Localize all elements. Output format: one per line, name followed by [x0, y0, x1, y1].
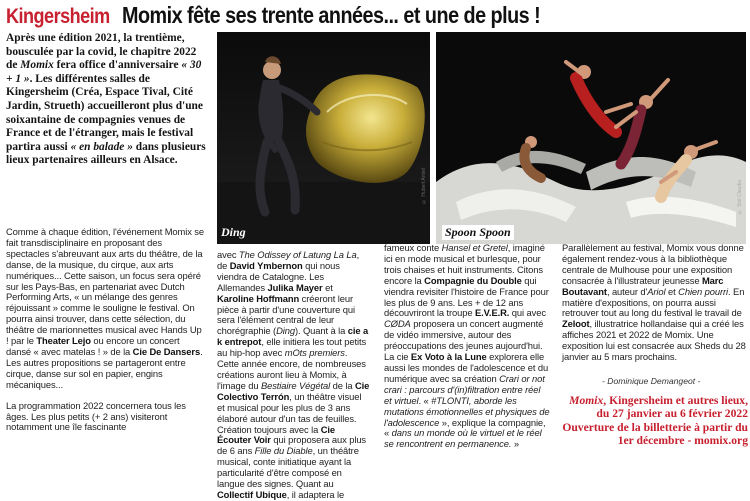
- col3-text: proposera un concert augmenté de vidéo immersive, autour des préoccupations des jeunes aujourd'hui. La cie: [384, 318, 544, 363]
- col2-ding: Ding: [276, 325, 295, 337]
- col2-text: avec: [217, 249, 239, 260]
- col3-ever: E.V.E.R.: [474, 307, 510, 319]
- col1-text: Comme à chaque édition, l'événement Momix se fait transdisciplinaire en proposant des spectacles s'abreuvant aux arts du théâtre, de la danse, de la musique, du cirque, aux arts numériques... Cette saison, un focus sera opéré sur les Pays-Bas, en partenariat avec Dutch Performing Arts, « un mélange des genres réjouissant » comme le souligne le festival. On pourra ainsi trouver, dans cette sélection, du théâtre de marionnettes musical avec Hands Up ! par le: [6, 226, 205, 347]
- col3-exvoto: Ex Voto à la Lune: [410, 351, 487, 363]
- col1-cie-dansers: Cie De Dansers: [132, 345, 201, 357]
- col2-colectivo: Cie Colectivo Terrón: [217, 379, 370, 402]
- col2-text: , il adaptera le: [286, 488, 345, 500]
- col3-double: Compagnie du Double: [424, 274, 522, 286]
- intro-text: dans plusieurs lieux partenaires ailleurs en Alsace.: [6, 140, 206, 167]
- photo-ding: [217, 32, 430, 244]
- col2-fille: Fille du Diable: [254, 445, 313, 457]
- col3-text: », explique la compagnie, «: [384, 416, 546, 439]
- col2-text: qui proposera aux plus de 6 ans: [217, 434, 367, 457]
- photo-spoon-spoon: [436, 32, 746, 244]
- kicker-location: Kingersheim: [6, 5, 110, 28]
- col2-text: créeront leur pièce à partir d'une couverture qui sera l'élément central de leur chorégraphie (: [217, 292, 355, 337]
- intro-anniversary: « 30 + 1 »: [6, 59, 202, 85]
- col1-text: ou encore un concert dansé « avec matelas ! » de la: [6, 335, 180, 357]
- col2-text: , un théâtre musical, conte initiatique ayant la particularité d'être composé en langue des signes. Quant au: [217, 445, 359, 490]
- col3-text: »: [511, 438, 520, 450]
- col2-mots: mOts premiers: [284, 347, 345, 359]
- intro-text: fera office d'anniversaire: [53, 59, 182, 72]
- col2-cie-a-k: cie a k entrepot: [217, 325, 369, 348]
- col3-text: fameux conte: [384, 242, 442, 253]
- col2-text: , elle initiera les tout petits au hip-hop avec: [217, 336, 367, 359]
- col3-crari: Crari or not crari : parcours d'(in)filtration entre réel et virtuel: [384, 372, 545, 406]
- article-intro: [6, 32, 208, 168]
- col2-text: , de: [217, 249, 360, 271]
- col3-coda: CØDA: [384, 318, 411, 330]
- col3-text: explorera elle aussi les mondes de l'adolescence et du numérique avec sa création: [384, 351, 549, 384]
- col2-text: .: [344, 347, 348, 359]
- col4-text: , illustratrice hollandaise qui a créé les affiches 2021 et 2022 de Momix. Une exposition lui est consacrée aux Sheds du 28 janvier au 5 mars prochains.: [562, 318, 746, 363]
- photo-credit-ding: © Hubert Amiel: [421, 167, 427, 204]
- col2-ecouter: Cie Écouter Voir: [217, 423, 336, 446]
- article-header: [6, 2, 746, 28]
- col2-text: , un théâtre visuel et musical pour les plus de 3 ans élaboré autour d'un tas de feuilles. Création toujours avec la: [217, 390, 362, 435]
- col3-text: qui avec: [509, 307, 546, 319]
- col2-paragraph-2: [217, 359, 371, 501]
- col4-chien: Chien pourri: [678, 285, 729, 297]
- col3-text: , imaginé ici en mode musical et burlesque, pour trois chaises et huit instruments. Citons encore la: [384, 242, 545, 286]
- col2-karoline: Karoline Hoffmann: [217, 292, 300, 304]
- col3-paragraph-1: [384, 243, 550, 450]
- event-info-footer: [562, 394, 748, 448]
- photo-ding-image: [217, 32, 430, 244]
- col2-julika: Julika Mayer: [267, 281, 323, 293]
- col3-tlonti: #TLONTI, aborde les mutations émotionnelles et physiques de l'adolescence: [384, 394, 550, 428]
- col4-zeloot: Zeloot: [562, 318, 590, 330]
- col4-text: Parallèlement au festival, Momix vous donne également rendez-vous à la bibliothèque centrale de Mulhouse pour une exposition consacrée à l'illustrateur jeunesse: [562, 242, 744, 286]
- col2-bestiaire: Bestiaire Végétal: [260, 379, 331, 391]
- col2-text: et: [322, 281, 333, 293]
- article-column-3: [384, 243, 550, 450]
- caption-spoon-spoon: Spoon Spoon: [442, 225, 514, 240]
- intro-text: Après une édition 2021, la trentième, bousculée par la covid, le chapitre 2022 de: [6, 32, 197, 72]
- article-column-4: [562, 243, 746, 363]
- intro-text: . Les différentes salles de Kingersheim (Créa, Espace Tival, Cité Jardin, Strueth) accueilleront plus d'une soixantaine de compagnies venues de France et de l'étranger, mais le festival partira aussi: [6, 72, 203, 153]
- col4-marc: Marc Boutavant: [562, 274, 724, 297]
- col2-text: de la: [330, 379, 355, 391]
- footer-ticketing: Ouverture de la billetterie à partir du 1er décembre - momix.org: [562, 420, 748, 448]
- caption-ding: Ding: [221, 225, 246, 239]
- col2-paragraph-1: [217, 250, 371, 359]
- col2-odyssey-title: The Odissey of Latung La La: [238, 249, 357, 260]
- intro-balade: « en balade »: [70, 140, 133, 153]
- author-signature: - Dominique Demangeot -: [602, 376, 701, 386]
- col2-david: David Ymbernon: [229, 259, 303, 271]
- photo-credit-spoon: © Sint Claudia: [737, 179, 743, 214]
- col4-text: et: [665, 285, 679, 297]
- col1-paragraph-1: [6, 227, 204, 391]
- col1-paragraph-2: La programmation 2022 concernera tous les âges. Les plus petits (+ 2 ans) visiteront notamment une île fascinante: [6, 399, 186, 433]
- col4-ariol: Ariol: [647, 285, 666, 297]
- col3-hansel: Hansel et Gretel: [441, 242, 508, 253]
- col4-paragraph-1: [562, 243, 746, 363]
- col2-ubique: Collectif Ubique: [217, 488, 287, 500]
- col1-theater-lejo: Theater Lejo: [36, 335, 91, 347]
- col4-text: . En matière d'expositions, on pourra aussi retrouver tout au long du festival le travail de: [562, 285, 745, 319]
- col2-text: ). Quant à la: [294, 325, 348, 337]
- col3-text: qui viendra revisiter l'histoire de France pour les plus de 9 ans. Les + de 12 ans découvriront la troupe: [384, 274, 549, 319]
- photo-spoon-image: [436, 32, 746, 244]
- footer-dates: , Kingersheim et autres lieux, du 27 janvier au 6 février 2022: [596, 394, 748, 421]
- col1-text: . Les autres propositions se partageront entre cirque, danse sur sol en papier, engins mécaniques...: [6, 345, 203, 390]
- col3-monde: dans un monde où le virtuel et le réel se rencontrent en permanence.: [384, 427, 542, 450]
- col4-text: , auteur d': [606, 285, 648, 297]
- article-column-1: [6, 227, 204, 433]
- intro-momix: Momix: [20, 59, 54, 72]
- article-headline: Momix fête ses trente années... et une de plus !: [122, 2, 541, 28]
- col3-text: . «: [418, 394, 432, 406]
- col2-text: qui nous viendra de Catalogne. Les Allemandes: [217, 259, 340, 293]
- footer-momix: Momix: [569, 394, 604, 407]
- col2-text: Cette année encore, de nombreuses créations auront lieu à Momix, à l'image du: [217, 358, 366, 391]
- article-column-2: [217, 250, 371, 501]
